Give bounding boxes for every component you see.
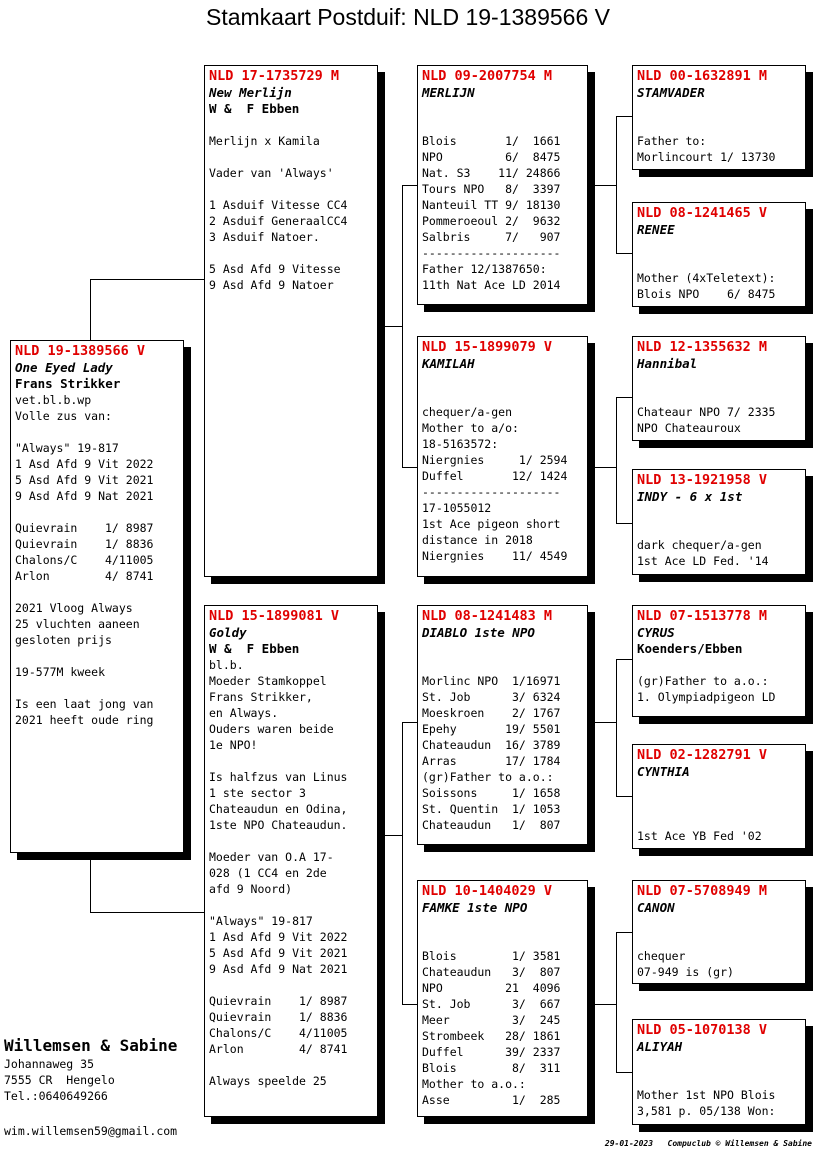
pedigree-note: Always speelde 25 — [209, 1074, 327, 1088]
pedigree-note — [209, 149, 373, 165]
pedigree-note: Niergnies 11/ 4549 — [422, 549, 568, 563]
pedigree-note: 1 Asd Afd 9 Vit 2022 — [15, 457, 154, 471]
pedigree-note — [422, 117, 583, 133]
pedigree-note: -------------------- — [422, 485, 561, 499]
ring-number: NLD 12-1355632 M — [637, 339, 768, 355]
connector — [378, 835, 403, 836]
pedigree-note: Blois 1/ 1661 — [422, 134, 561, 148]
owner-name: Frans Strikker — [15, 376, 121, 391]
pedigree-note: Moeder van O.A 17- — [209, 850, 334, 864]
pedigree-note: 028 (1 CC4 en 2de — [209, 866, 327, 880]
pigeon-name: ALIYAH — [637, 1039, 683, 1054]
pigeon-name: KAMILAH — [422, 356, 475, 371]
connector — [402, 722, 403, 1005]
pedigree-note — [422, 372, 583, 388]
pedigree-note: 1st Ace LD Fed. '14 — [637, 554, 769, 568]
pedigree-note — [209, 117, 373, 133]
pedigree-note: Quievrain 1/ 8987 — [209, 994, 348, 1008]
pedigree-note: Asse 1/ 285 — [422, 1093, 561, 1107]
pigeon-card-dam-sire — [417, 605, 588, 845]
breeder-phone: Tel.:0640649266 — [4, 1089, 108, 1103]
pedigree-note — [422, 101, 583, 117]
pedigree-note: Blois 1/ 3581 — [422, 949, 561, 963]
pedigree-note — [209, 181, 373, 197]
ring-number: NLD 08-1241483 M — [422, 608, 553, 624]
ring-number: NLD 13-1921958 V — [637, 472, 768, 488]
pedigree-note: Moeskroen 2/ 1767 — [422, 706, 561, 720]
pigeon-name: INDY - 6 x 1st — [637, 489, 743, 504]
pedigree-note: Blois 8/ 311 — [422, 1061, 561, 1075]
connector — [616, 932, 617, 1073]
pedigree-note: Mother to a/o: — [422, 421, 519, 435]
pigeon-name: STAMVADER — [637, 85, 705, 100]
pedigree-note: Mother (4xTeletext): — [637, 271, 776, 285]
pedigree-note — [637, 796, 801, 812]
pedigree-note: (gr)Father to a.o.: — [637, 674, 769, 688]
pedigree-note — [209, 833, 373, 849]
pedigree-note: 2021 Vloog Always — [15, 601, 133, 615]
pigeon-card-dam-dam — [417, 880, 588, 1117]
pedigree-note: Pommeroeoul 2/ 9632 — [422, 214, 561, 228]
pedigree-note: 1ste NPO Chateaudun. — [209, 818, 348, 832]
pedigree-note — [15, 504, 179, 520]
pedigree-note: Salbris 7/ 907 — [422, 230, 561, 244]
pedigree-note: Ouders waren beide — [209, 722, 334, 736]
pedigree-note — [637, 117, 801, 133]
pigeon-card-ggp-2 — [632, 202, 806, 307]
pedigree-note: Chateaudun 3/ 807 — [422, 965, 561, 979]
pigeon-name: FAMKE 1ste NPO — [422, 900, 528, 915]
pedigree-note: 1e NPO! — [209, 738, 258, 752]
pedigree-note: 1 ste sector 3 — [209, 786, 306, 800]
pedigree-note: 9 Asd Afd 9 Natoer — [209, 278, 334, 292]
ring-number: NLD 10-1404029 V — [422, 883, 553, 899]
pigeon-name: New Merlijn — [209, 85, 292, 100]
pedigree-note: 1 Asduif Vitesse CC4 — [209, 198, 348, 212]
pedigree-note: Is halfzus van Linus — [209, 770, 348, 784]
connector — [616, 397, 617, 524]
ring-number: NLD 07-1513778 M — [637, 608, 768, 624]
pedigree-note: Blois NPO 6/ 8475 — [637, 287, 776, 301]
pigeon-card-ggp-5 — [632, 605, 806, 717]
pigeon-name: Goldy — [209, 625, 247, 640]
pedigree-note: -------------------- — [422, 246, 561, 260]
pedigree-note: Meer 3/ 245 — [422, 1013, 561, 1027]
pedigree-note: distance in 2018 — [422, 533, 533, 547]
connector — [90, 279, 91, 341]
pedigree-note: "Always" 19-817 — [15, 441, 119, 455]
pedigree-note: Chateaudun 1/ 807 — [422, 818, 561, 832]
pedigree-note — [637, 1071, 801, 1087]
pedigree-note: Quievrain 1/ 8836 — [209, 1010, 348, 1024]
breeder-address-line: 7555 CR Hengelo — [4, 1073, 115, 1087]
pedigree-note: Chalons/C 4/11005 — [15, 553, 154, 567]
pedigree-note — [15, 424, 179, 440]
ring-number: NLD 17-1735729 M — [209, 68, 340, 84]
pigeon-card-sire-sire — [417, 65, 588, 305]
pigeon-name: DIABLO 1ste NPO — [422, 625, 535, 640]
connector — [378, 326, 403, 327]
pedigree-note: St. Job 3/ 667 — [422, 997, 561, 1011]
pedigree-note — [422, 657, 583, 673]
ring-number: NLD 19-1389566 V — [15, 343, 146, 359]
pedigree-note: Soissons 1/ 1658 — [422, 786, 561, 800]
connector — [588, 1004, 617, 1005]
pedigree-note: chequer/a-gen — [422, 405, 513, 419]
pigeon-card-ggp-8 — [632, 1019, 806, 1125]
connector — [588, 185, 617, 186]
pedigree-note — [422, 388, 583, 404]
ring-number: NLD 05-1070138 V — [637, 1022, 768, 1038]
pedigree-note: Epehy 19/ 5501 — [422, 722, 561, 736]
pedigree-note: St. Job 3/ 6324 — [422, 690, 561, 704]
pedigree-note: Duffel 39/ 2337 — [422, 1045, 561, 1059]
pigeon-name: One Eyed Lady — [15, 360, 113, 375]
pigeon-card-ggp-7 — [632, 880, 806, 984]
connector — [90, 853, 91, 913]
pigeon-card-ggp-1 — [632, 65, 806, 170]
pedigree-note — [637, 521, 801, 537]
breeder-address-line: Johannaweg 35 — [4, 1057, 95, 1071]
pedigree-note: NPO 6/ 8475 — [422, 150, 561, 164]
pedigree-note — [637, 780, 801, 796]
owner-name: Koenders/Ebben — [637, 641, 743, 656]
pedigree-note: Chateaudun 16/ 3789 — [422, 738, 561, 752]
connector — [402, 722, 417, 723]
pedigree-note — [15, 584, 179, 600]
pedigree-note — [209, 753, 373, 769]
pedigree-note — [637, 657, 801, 673]
connector — [588, 722, 617, 723]
pedigree-note: Chateaudun en Odina, — [209, 802, 348, 816]
ring-number: NLD 15-1899081 V — [209, 608, 340, 624]
pedigree-note: afd 9 Noord) — [209, 882, 293, 896]
pedigree-note: chequer — [637, 949, 686, 963]
page-title: Stamkaart Postduif: NLD 19-1389566 V — [205, 4, 610, 30]
pigeon-name: RENEE — [637, 222, 675, 237]
pedigree-note: Duffel 12/ 1424 — [422, 469, 568, 483]
ring-number: NLD 09-2007754 M — [422, 68, 553, 84]
pedigree-note: Tours NPO 8/ 3397 — [422, 182, 561, 196]
pedigree-note — [637, 372, 801, 388]
pedigree-note — [637, 916, 801, 932]
pedigree-note: 3,581 p. 05/138 Won: — [637, 1104, 776, 1118]
pedigree-note: 18-5163572: — [422, 437, 499, 451]
connector — [90, 912, 204, 913]
connector — [90, 279, 204, 280]
ring-number: NLD 02-1282791 V — [637, 747, 768, 763]
pigeon-name: CYRUS — [637, 625, 675, 640]
breeder-info — [4, 1036, 177, 1104]
pedigree-note: "Always" 19-817 — [209, 914, 313, 928]
pedigree-note — [422, 641, 583, 657]
pedigree-note: Father 12/1387650: — [422, 262, 547, 276]
pedigree-note: Niergnies 1/ 2594 — [422, 453, 568, 467]
pedigree-note: 9 Asd Afd 9 Nat 2021 — [209, 962, 348, 976]
pedigree-note — [637, 101, 801, 117]
pedigree-note: Quievrain 1/ 8987 — [15, 521, 154, 535]
pedigree-note: Quievrain 1/ 8836 — [15, 537, 154, 551]
pigeon-card-dam — [204, 605, 378, 1117]
connector — [588, 467, 617, 468]
pigeon-name: Hannibal — [637, 356, 698, 371]
pedigree-note: vet.bl.b.wp — [15, 393, 92, 407]
pedigree-note: en Always. — [209, 706, 279, 720]
pedigree-note: Is een laat jong van — [15, 697, 154, 711]
pedigree-note: 17-1055012 — [422, 501, 492, 515]
connector — [402, 1004, 417, 1005]
pedigree-note: Arlon 4/ 8741 — [15, 569, 154, 583]
pedigree-note: Nanteuil TT 9/ 18130 — [422, 198, 561, 212]
pedigree-note: 07-949 is (gr) — [637, 965, 734, 979]
pedigree-note — [209, 1057, 373, 1073]
owner-name: W & F Ebben — [209, 641, 300, 656]
ring-number: NLD 00-1632891 M — [637, 68, 768, 84]
pedigree-note: NPO Chateauroux — [637, 421, 741, 435]
pedigree-note: 5 Asd Afd 9 Vitesse — [209, 262, 341, 276]
pedigree-note: 2021 heeft oude ring — [15, 713, 154, 727]
pigeon-card-ggp-4 — [632, 469, 806, 575]
pigeon-card-ggp-6 — [632, 744, 806, 849]
pedigree-note — [422, 916, 583, 932]
breeder-email: wim.willemsen59@gmail.com — [4, 1124, 178, 1138]
ring-number: NLD 15-1899079 V — [422, 339, 553, 355]
pedigree-note: Arlon 4/ 8741 — [209, 1042, 348, 1056]
pigeon-name: CYNTHIA — [637, 764, 690, 779]
pedigree-note: 3 Asduif Natoer. — [209, 230, 320, 244]
pedigree-note — [209, 245, 373, 261]
pedigree-note: Mother 1st NPO Blois — [637, 1088, 776, 1102]
pedigree-note — [209, 897, 373, 913]
pigeon-card-subject — [10, 340, 184, 853]
pedigree-note: NPO 21 4096 — [422, 981, 561, 995]
pedigree-note: dark chequer/a-gen — [637, 538, 762, 552]
pedigree-note: Moeder Stamkoppel — [209, 674, 327, 688]
pedigree-note — [637, 238, 801, 254]
pedigree-note — [15, 680, 179, 696]
pedigree-note: 5 Asd Afd 9 Vit 2021 — [15, 473, 154, 487]
pedigree-note: bl.b. — [209, 658, 244, 672]
pedigree-note: 9 Asd Afd 9 Nat 2021 — [15, 489, 154, 503]
pedigree-note: Volle zus van: — [15, 409, 112, 423]
connector — [402, 467, 417, 468]
pedigree-note: Strombeek 28/ 1861 — [422, 1029, 561, 1043]
pedigree-note — [209, 977, 373, 993]
pedigree-note: 2 Asduif GeneraalCC4 — [209, 214, 348, 228]
pedigree-note — [637, 254, 801, 270]
footer-credit: 29-01-2023 Compuclub © Willemsen & Sabine — [604, 1139, 812, 1148]
pedigree-note: Chalons/C 4/11005 — [209, 1026, 348, 1040]
pedigree-note: Vader van 'Always' — [209, 166, 334, 180]
owner-name: W & F Ebben — [209, 101, 300, 116]
pedigree-note: 1st Ace YB Fed '02 — [637, 829, 762, 843]
pigeon-card-ggp-3 — [632, 336, 806, 441]
pedigree-note — [422, 932, 583, 948]
connector — [402, 185, 417, 186]
pedigree-note: Father to: — [637, 134, 707, 148]
pedigree-note: Frans Strikker, — [209, 690, 313, 704]
pedigree-note: gesloten prijs — [15, 633, 112, 647]
pedigree-note: 19-577M kweek — [15, 665, 106, 679]
breeder-name: Willemsen & Sabine — [4, 1036, 178, 1055]
pedigree-note: 1. Olympiadpigeon LD — [637, 690, 776, 704]
pedigree-note — [637, 812, 801, 828]
pedigree-note: Nat. S3 11/ 24866 — [422, 166, 561, 180]
pedigree-note: (gr)Father to a.o.: — [422, 770, 554, 784]
pigeon-card-sire-dam — [417, 336, 588, 577]
pigeon-card-sire — [204, 65, 378, 577]
pedigree-note — [637, 932, 801, 948]
connector — [616, 659, 617, 797]
pedigree-note: 5 Asd Afd 9 Vit 2021 — [209, 946, 348, 960]
pedigree-note: Chateaur NPO 7/ 2335 — [637, 405, 776, 419]
pedigree-note: 11th Nat Ace LD 2014 — [422, 278, 561, 292]
pedigree-note: Arras 17/ 1784 — [422, 754, 561, 768]
pedigree-note: Mother to a.o.: — [422, 1077, 526, 1091]
pedigree-note — [15, 648, 179, 664]
pedigree-note — [637, 1055, 801, 1071]
pedigree-note: Morlinc NPO 1/16971 — [422, 674, 561, 688]
pedigree-note: Morlincourt 1/ 13730 — [637, 150, 776, 164]
ring-number: NLD 08-1241465 V — [637, 205, 768, 221]
pedigree-note: St. Quentin 1/ 1053 — [422, 802, 561, 816]
pedigree-note: 1st Ace pigeon short — [422, 517, 561, 531]
ring-number: NLD 07-5708949 M — [637, 883, 768, 899]
pigeon-name: CANON — [637, 900, 675, 915]
pedigree-note — [637, 388, 801, 404]
pigeon-name: MERLIJN — [422, 85, 475, 100]
pedigree-note — [637, 505, 801, 521]
pedigree-note: 25 vluchten aaneen — [15, 617, 140, 631]
pedigree-note: 1 Asd Afd 9 Vit 2022 — [209, 930, 348, 944]
pedigree-note: Merlijn x Kamila — [209, 134, 320, 148]
